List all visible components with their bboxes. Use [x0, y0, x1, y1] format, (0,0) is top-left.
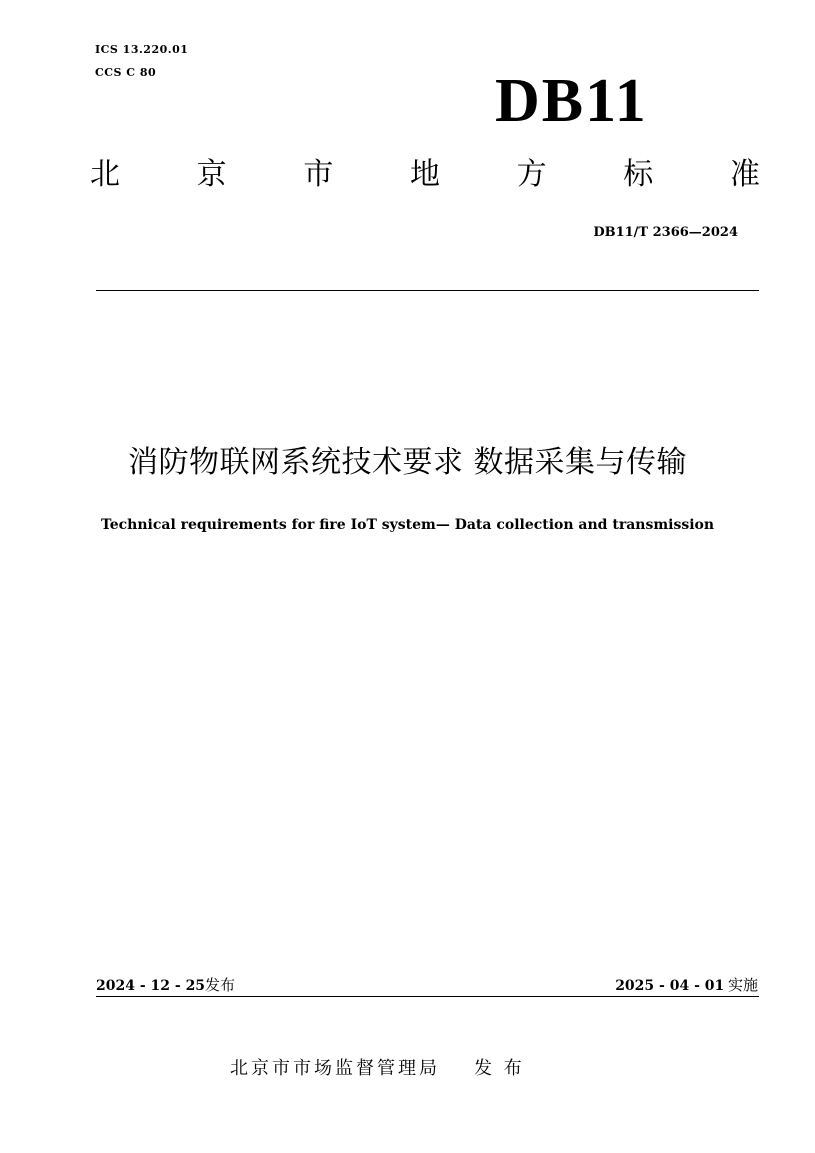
standard-type-heading: [90, 157, 760, 192]
issue-date-value: 2024 - 12 - 25: [96, 978, 206, 994]
top-divider: [96, 290, 759, 291]
heading-char: 地: [409, 157, 440, 192]
heading-char: 方: [516, 157, 547, 192]
issuer-line: [230, 1054, 525, 1080]
heading-char: 京: [196, 157, 227, 192]
issuer-name: 北京市市场监督管理局: [230, 1058, 440, 1079]
issue-date-label: 发布: [205, 976, 236, 994]
implementation-date-label: 实施: [727, 976, 758, 994]
implementation-date-value: 2025 - 04 - 01: [615, 978, 725, 994]
standard-mark: DB11: [495, 67, 648, 135]
heading-char: 北: [90, 157, 120, 192]
ccs-code: CCS C 80: [95, 66, 157, 79]
document-title-chinese: 消防物联网系统技术要求 数据采集与传输: [127, 445, 688, 480]
heading-char: 准: [729, 157, 760, 192]
heading-char: 标: [623, 157, 654, 192]
ics-code: ICS 13.220.01: [95, 43, 189, 56]
issuer-issue-word: 发 布: [474, 1058, 525, 1079]
document-title-english: Technical requirements for fire IoT system— Data collection and transmission: [100, 517, 715, 533]
implementation-date: [615, 974, 758, 995]
standard-number: DB11/T 2366—2024: [593, 225, 738, 240]
heading-char: 市: [303, 157, 334, 192]
bottom-divider: [96, 996, 759, 997]
issue-date: [96, 974, 235, 995]
